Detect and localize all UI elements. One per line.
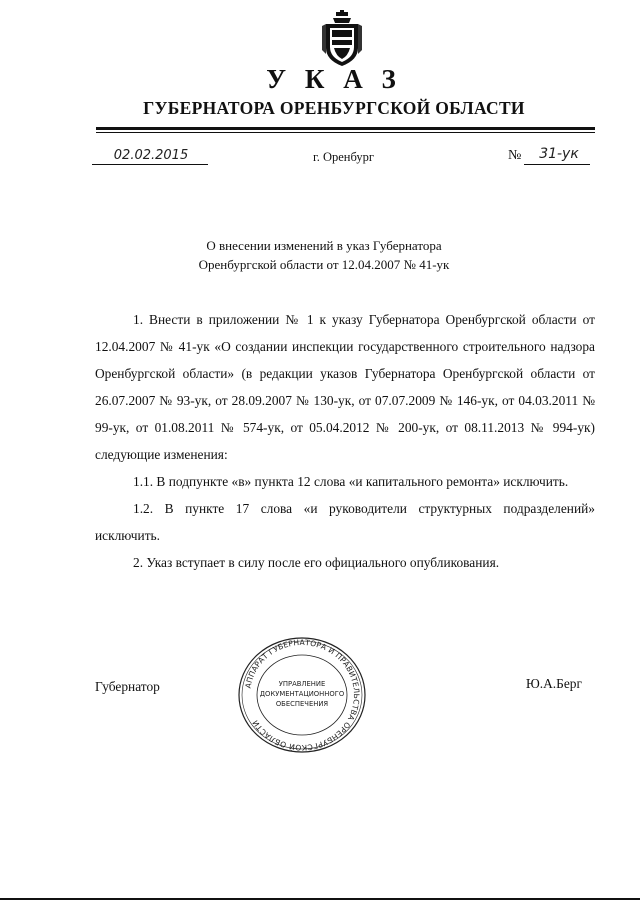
stamp-line-3: ОБЕСПЕЧЕНИЯ — [275, 700, 329, 708]
paragraph-1-2: 1.2. В пункте 17 слова «и руководители структурных подразделений» исключить. — [95, 501, 595, 543]
subject-line-2: Оренбургской области от 12.04.2007 № 41-ук — [198, 257, 450, 272]
document-body — [95, 306, 595, 576]
bottom-rule — [0, 898, 640, 900]
document-subtitle: ГУБЕРНАТОРА ОРЕНБУРГСКОЙ ОБЛАСТИ — [143, 98, 525, 118]
subject-line-1: О внесении изменений в указ Губернатора — [206, 238, 442, 253]
official-stamp — [236, 636, 368, 754]
paragraph-2: 2. Указ вступает в силу после его официального опубликования. — [133, 555, 500, 570]
document-subject — [4, 236, 640, 274]
signatory-position: Губернатор — [95, 679, 160, 694]
stamp-line-2: ДОКУМЕНТАЦИОННОГО — [259, 690, 345, 698]
date-underline — [92, 164, 208, 165]
document-city: г. Оренбург — [313, 150, 374, 164]
document-date: 02.02.2015 — [113, 148, 189, 163]
signatory-name: Ю.А.Берг — [526, 676, 582, 691]
coat-of-arms-icon — [318, 10, 366, 68]
header-rule — [96, 127, 595, 130]
stamp-ring-text: АППАРАТ ГУБЕРНАТОРА И ПРАВИТЕЛЬСТВА ОРЕНБУРГСКОЙ ОБЛАСТИ — [243, 637, 362, 753]
paragraph-1: 1. Внести в приложении № 1 к указу Губернатора Оренбургской области от 12.04.2007 № 41-ук «О создании инспекции государственного строительного надзора Оренбургской области» (в редакции указов Губернатора Оренбургской области от 26.07.2007 № 93-ук, от 28.09.2007 № 130-ук, от 07.07.2009 № 146-ук, от 04.03.2011 № 99-ук, от 01.08.2011 № 574-ук, от 05.04.2012 № 200-ук, от 08.11.2013 № 994-ук) следующие изменения: — [95, 312, 595, 462]
document-number: 31-ук — [539, 146, 579, 162]
paragraph-1-1: 1.1. В подпункте «в» пункта 12 слова «и капитального ремонта» исключить. — [133, 474, 569, 489]
document-title: У К А З — [266, 64, 402, 94]
stamp-line-1: УПРАВЛЕНИЕ — [278, 680, 326, 688]
number-label: № — [508, 148, 522, 163]
number-underline — [524, 164, 590, 165]
header-rule-thin — [96, 132, 595, 133]
